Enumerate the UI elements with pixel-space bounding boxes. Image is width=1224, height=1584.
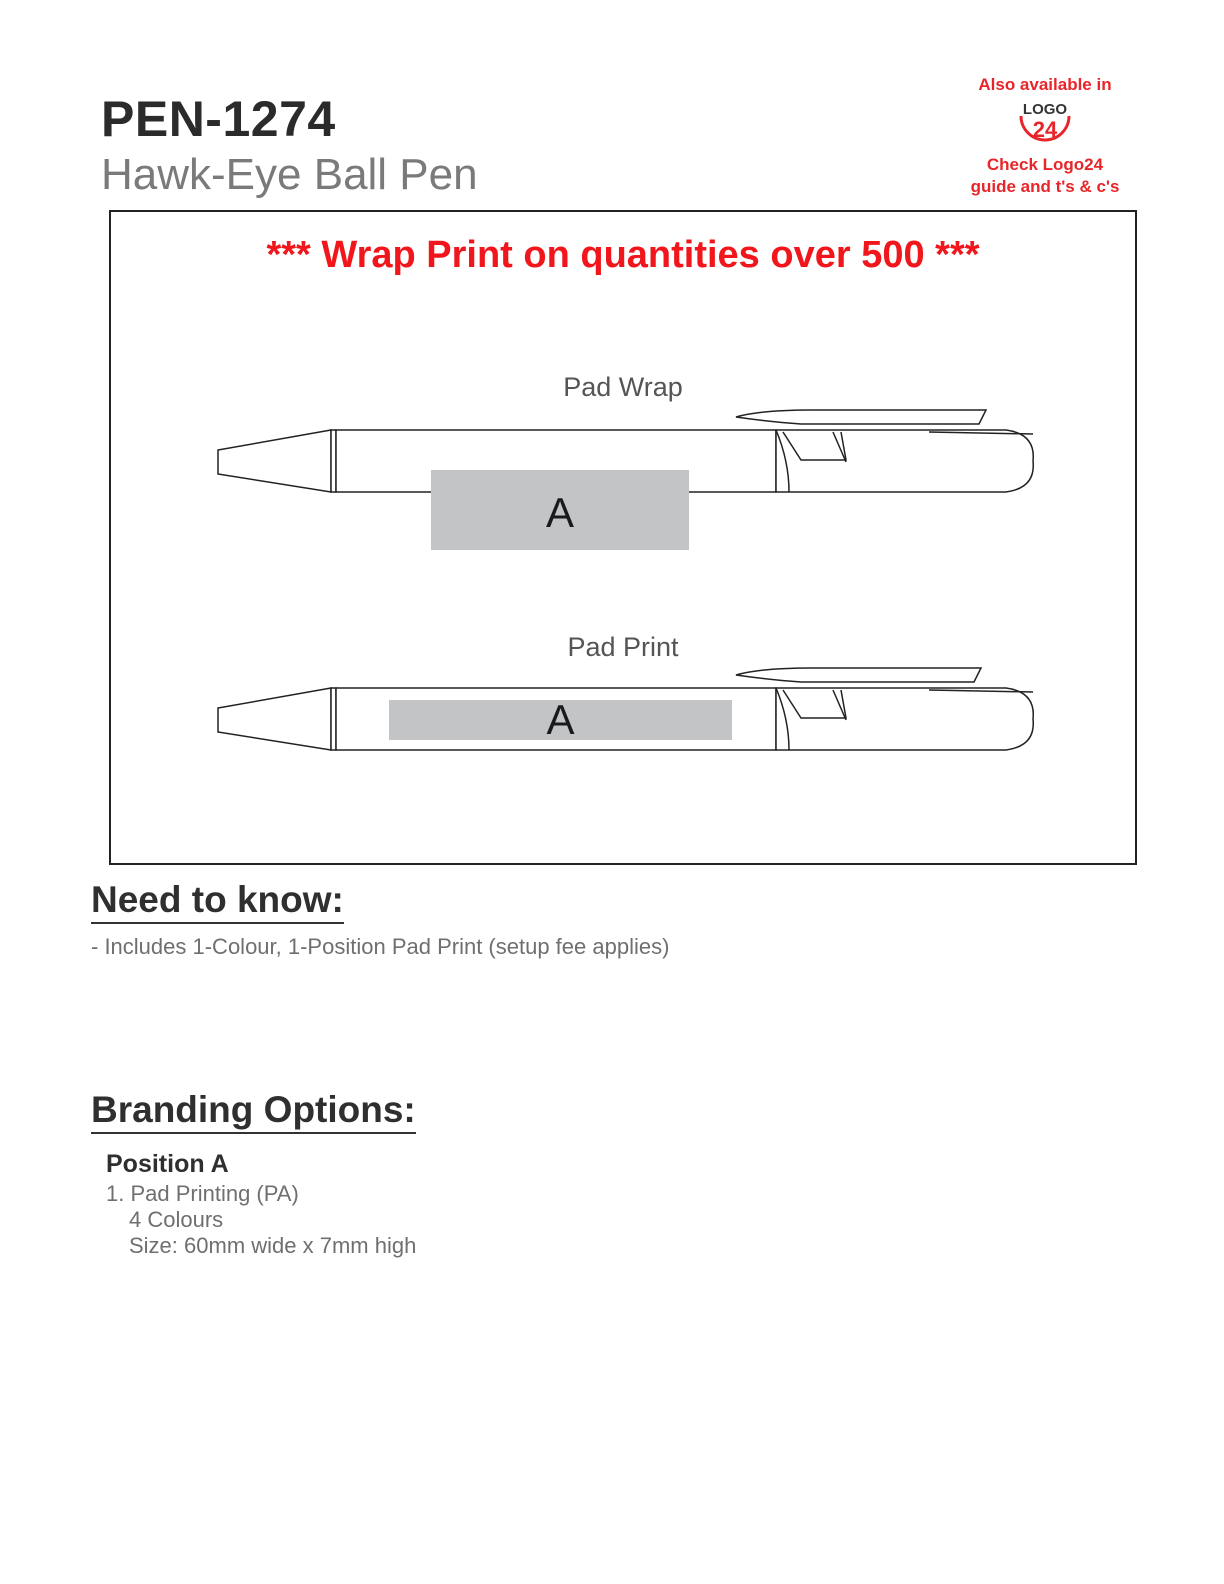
- product-name: Hawk-Eye Ball Pen: [101, 150, 478, 199]
- print-area-a-wrap: A: [431, 470, 689, 550]
- branding-option-size: Size: 60mm wide x 7mm high: [129, 1233, 417, 1258]
- logo24-notice: [952, 74, 1138, 198]
- logo24-guide-text: guide and t's & c's: [970, 177, 1120, 196]
- logo24-badge-word: LOGO: [1022, 101, 1068, 118]
- print-area-a-print: A: [389, 700, 732, 740]
- product-code: PEN-1274: [101, 91, 336, 147]
- branding-option-method: 1. Pad Printing (PA): [106, 1181, 299, 1206]
- branding-options-title: Branding Options:: [91, 1088, 416, 1134]
- need-to-know-title: Need to know:: [91, 878, 344, 924]
- print-diagram-frame: [109, 210, 1137, 865]
- pen-drawing-pad-print: [111, 212, 1139, 867]
- pen-label-pad-print: Pad Print: [567, 632, 679, 662]
- logo24-available-text: Also available in: [978, 75, 1112, 94]
- position-a-title: Position A: [106, 1150, 229, 1178]
- logo24-check-text: Check Logo24: [986, 155, 1104, 174]
- wrap-print-note: *** Wrap Print on quantities over 500 ***: [266, 234, 980, 276]
- branding-option-list: [106, 1181, 416, 1259]
- logo24-badge-number: 24: [1032, 117, 1058, 142]
- logo24-badge-icon: [1013, 98, 1077, 150]
- branding-option-colours: 4 Colours: [129, 1207, 224, 1232]
- pen-label-pad-wrap: Pad Wrap: [563, 372, 683, 402]
- need-to-know-item: - Includes 1-Colour, 1-Position Pad Print (setup fee applies): [91, 934, 670, 959]
